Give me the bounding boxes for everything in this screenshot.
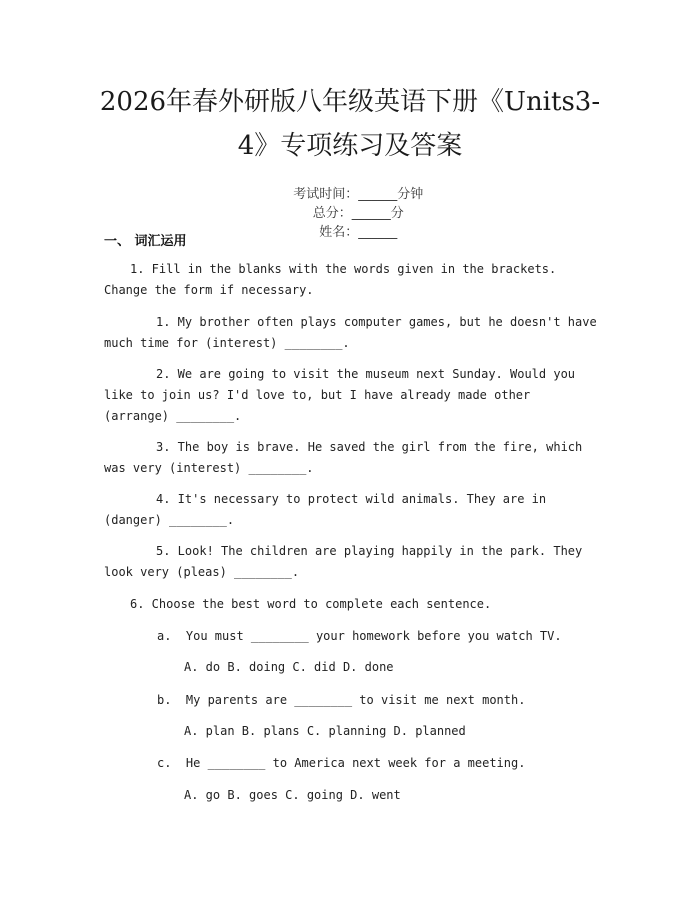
- exam-score: 总分：______分: [312, 206, 404, 221]
- mc-options-b: A. plan B. plans C. planning D. planned: [184, 724, 466, 738]
- mc-options-a: A. do B. doing C. did D. done: [184, 660, 394, 674]
- fill-item-2: 2. We are going to visit the museum next Sunday. Would you like to join us? I'd love to, but I have already made other (arrange) ________.: [104, 367, 576, 423]
- mc-question-a: a. You must ________ your homework before you watch TV.: [157, 629, 562, 643]
- title-line-2: 4》专项练习及答案: [237, 131, 463, 161]
- title-line-1: 2026年春外研版八年级英语下册《Units3-: [99, 87, 601, 117]
- fill-item-3: 3. The boy is brave. He saved the girl from the fire, which was very (interest) ________.: [104, 440, 583, 475]
- exam-time: 考试时间：______分钟: [293, 187, 424, 202]
- mc-question-b: b. My parents are ________ to visit me next month.: [157, 693, 526, 707]
- question-1-instruction: 1. Fill in the blanks with the words given in the brackets. Change the form if necessary.: [104, 262, 557, 297]
- exam-name: 姓名：______: [319, 225, 398, 240]
- fill-item-4: 4. It's necessary to protect wild animals. They are in (danger) ________.: [104, 492, 547, 527]
- fill-item-5: 5. Look! The children are playing happily in the park. They look very (pleas) ________.: [104, 544, 583, 579]
- fill-item-1: 1. My brother often plays computer games, but he doesn't have much time for (interest) ________.: [104, 315, 597, 350]
- section-heading: 一、 词汇运用: [104, 234, 187, 249]
- document-title: [60, 80, 640, 168]
- mc-options-c: A. go B. goes C. going D. went: [184, 788, 401, 802]
- mc-question-c: c. He ________ to America next week for a meeting.: [157, 756, 526, 770]
- question-6-instruction: 6. Choose the best word to complete each sentence.: [130, 597, 492, 611]
